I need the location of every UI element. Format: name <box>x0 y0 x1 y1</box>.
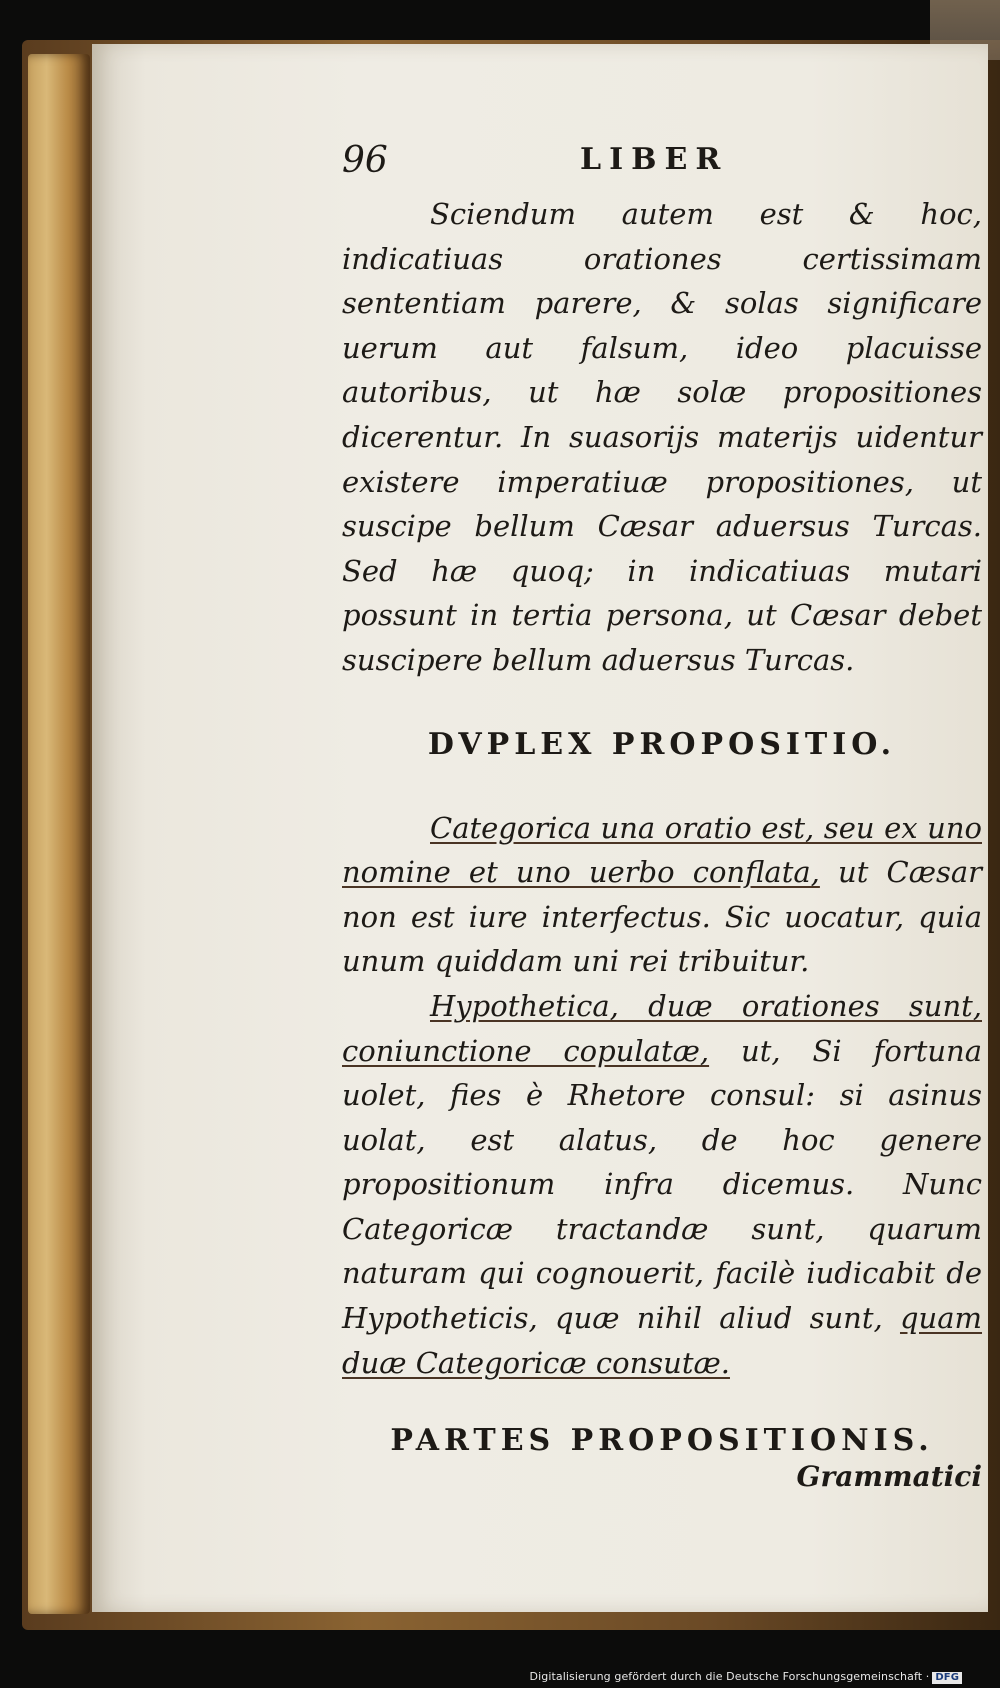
running-head <box>342 140 982 192</box>
running-title: LIBER <box>580 142 729 177</box>
paragraph-categorica <box>342 806 982 984</box>
digitization-credit <box>530 1670 962 1684</box>
printed-text-block <box>342 140 982 1493</box>
paragraph-hypothetica-middle: ut, Si fortuna uolet, fies è Rhetore consul: si asinus uolat, est alatus, de hoc genere propositionum infra dicemus. Nunc Categoricæ tractandæ sunt, quarum naturam qui cognouerit, facilè iudicabit de Hypotheticis, quæ nihil aliud sunt, <box>342 1033 983 1336</box>
underlined-passage-consutae: quam duæ Categoricæ consutæ. <box>342 1301 983 1380</box>
dfg-logo: DFG <box>932 1672 962 1684</box>
underlined-passage-hypothetica: Hypothetica, duæ orationes sunt, coniunctione copulatæ, <box>342 988 982 1068</box>
paragraph-categorica-rest: ut Cæsar non est iure interfectus. Sic uocatur, quia unum quiddam uni rei tribuitur. <box>342 855 983 979</box>
heading-partes-propositionis: PARTES PROPOSITIONIS. <box>390 1423 934 1459</box>
page-number: 96 <box>342 140 388 181</box>
credit-text: Digitalisierung gefördert durch die Deutsche Forschungsgemeinschaft · <box>529 1670 930 1683</box>
page-edge-gilt <box>28 54 90 1614</box>
underlined-passage-categorica: Categorica una oratio est, seu ex uno nomine et uno uerbo conflata, <box>342 810 982 890</box>
paragraph-indicatiuas: Sciendum autem est & hoc, indicatiuas orationes certissimam sententiam parere, & solas significare uerum aut falsum, ideo placuisse autoribus, ut hæ solæ propositiones dicerentur. In suasorijs materijs uidentur existere imperatiuæ propositiones, ut suscipe bellum Cæsar aduersus Turcas. Sed hæ quoq; in indicatiuas mutari possunt in tertia persona, ut Cæsar debet suscipere bellum aduersus Turcas. <box>342 197 982 677</box>
paragraph-hypothetica <box>342 984 982 1385</box>
heading-duplex-propositio: DVPLEX PROPOSITIO. <box>427 726 897 762</box>
catchword: Grammatici <box>796 1460 982 1494</box>
